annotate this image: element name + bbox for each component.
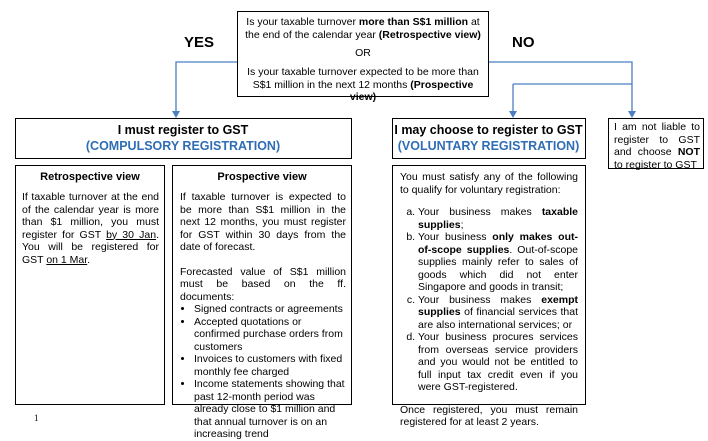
prospective-documents-list [180,303,346,441]
list-item: c. Your business makes exempt supplies of financial services that are also international services; or [418,294,578,332]
voluntary-title: I may choose to register to GST [394,123,583,137]
question-box [237,11,489,103]
prospective-text [180,191,346,441]
list-item: • Income statements showing that past 12-month period was already close to $1 million and that annual turnover is on an increasing trend [194,378,346,441]
prospective-heading: Prospective view [217,171,307,183]
compulsory-title: I must register to GST [117,123,249,137]
question-or: OR [355,47,371,59]
question-text-prospective: Is your taxable turnover expected to be more than S$1 million in the next 12 months (Prospective view) [247,66,479,103]
compulsory-subtitle: (COMPULSORY REGISTRATION) [85,139,281,153]
list-item: b. Your business only makes out-of-scope supplies. Out-of-scope supplies mainly refer to sales of goods which did not enter Singapore and goods in transit; [418,231,578,294]
list-item: d. Your business procures services from overseas service providers and you would not be entitled to full input tax credit even if you were GST-registered. [418,331,578,394]
prospective-para2: Forecasted value of S$1 million must be based on the ff. documents: [180,265,346,303]
voluntary-details-box [392,165,586,428]
no-connector-main [489,62,632,114]
yes-arrowhead [172,111,180,118]
prospective-para1: If taxable turnover is expected to be more than S$1 million in the next 12 months, you must register for GST within 30 days from the date of forecast. [180,191,346,253]
list-item: • Accepted quotations or confirmed purchase orders from customers [194,316,346,354]
voluntary-subtitle: (VOLUNTARY REGISTRATION) [397,139,580,153]
list-item: • Invoices to customers with fixed monthly fee charged [194,353,346,378]
prospective-box [172,165,352,440]
page-number: 1 [34,413,39,423]
retrospective-heading: Retrospective view [40,171,140,183]
not-liable-arrowhead [628,111,636,118]
voluntary-text [400,171,578,429]
voluntary-intro: You must satisfy any of the following to qualify for voluntary registration: [400,171,578,196]
yes-label: YES [184,34,215,51]
compulsory-title-box [15,118,352,159]
retrospective-box [15,165,165,405]
list-item: a. Your business makes taxable supplies; [418,206,578,231]
voluntary-closing: Once registered, you must remain registered for at least 2 years. [400,403,578,428]
not-liable-text: I am not liable to register to GST and choose NOT to register to GST [614,121,700,171]
voluntary-arrowhead [509,111,517,118]
voluntary-title-box [392,118,586,159]
yes-connector [176,62,237,114]
no-label: NO [512,34,535,51]
voluntary-criteria-list [400,206,578,394]
retrospective-text: If taxable turnover at the end of the calendar year is more than $1 million, you must register for GST by 30 Jan. You will be registered for GST on 1 Mar. [22,191,159,266]
list-item: • Signed contracts or agreements [194,303,346,316]
not-liable-box [608,118,704,169]
question-text-retrospective: Is your taxable turnover more than S$1 million at the end of the calendar year (Retrospective view) [245,16,481,41]
